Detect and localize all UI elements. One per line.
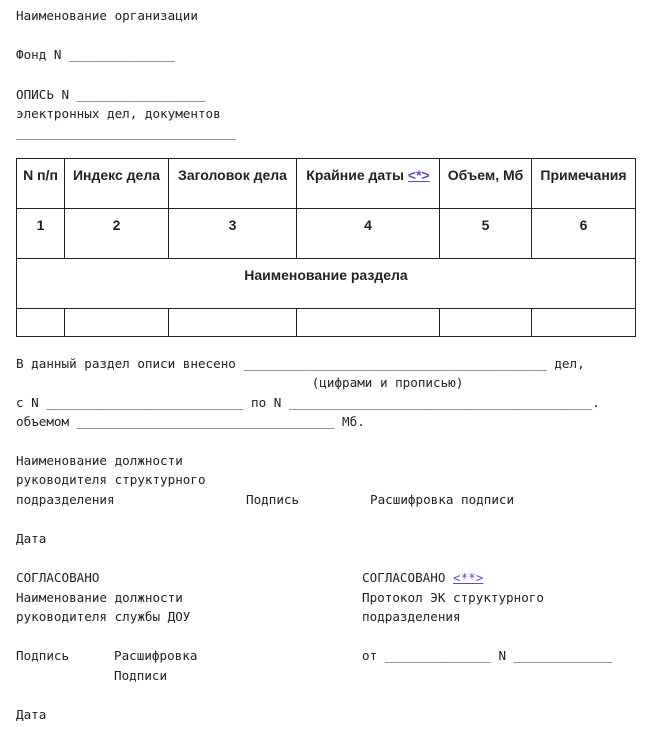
section-title: Наименование раздела: [17, 259, 636, 309]
empty-cell: [65, 309, 169, 337]
col-header-number: N п/п: [17, 159, 65, 209]
col-header-dates: [297, 159, 440, 209]
empty-cell: [169, 309, 297, 337]
opis-line: ОПИСЬ N _________________: [16, 87, 206, 102]
empty-cell: [440, 309, 532, 337]
approval-right-title: СОГЛАСОВАНО: [362, 570, 446, 585]
opis-subtitle: электронных дел, документов: [16, 106, 221, 121]
summary-line-3: с N __________________________ по N ________________________________________.: [16, 395, 600, 410]
signature-label: Подпись: [246, 492, 300, 507]
summary-line-2: (цифрами и прописью): [16, 375, 464, 390]
column-number: 2: [65, 209, 169, 259]
column-number: 1: [17, 209, 65, 259]
approval-left-decode: Расшифровка: [114, 648, 198, 663]
approval-left-decode-2: Подписи: [114, 668, 168, 683]
approval-right-line-2: подразделения: [362, 609, 461, 624]
approval-left-title: СОГЛАСОВАНО: [16, 570, 100, 585]
summary-line-4: объемом __________________________________ Мб.: [16, 414, 365, 429]
col-header-volume: Объем, Мб: [440, 159, 532, 209]
fond-line: Фонд N ______________: [16, 47, 176, 62]
inventory-table: [16, 158, 636, 337]
signature-decode-label: Расшифровка подписи: [370, 492, 515, 507]
col-header-index: Индекс дела: [65, 159, 169, 209]
position-line-2: руководителя структурного: [16, 472, 206, 487]
opis-rule: _____________________________: [16, 125, 236, 140]
col-header-title: Заголовок дела: [169, 159, 297, 209]
col-header-dates-label: Крайние даты: [306, 167, 404, 183]
approval-left-signature: Подпись: [16, 648, 70, 663]
table-header-row: [17, 159, 636, 209]
column-number: 6: [532, 209, 636, 259]
approval-footnote-link[interactable]: <**>: [453, 570, 484, 585]
column-number-row: [17, 209, 636, 259]
summary-line-1: В данный раздел описи внесено ________________________________________ дел,: [16, 356, 585, 371]
empty-cell: [297, 309, 440, 337]
date-footnote-link[interactable]: <*>: [407, 167, 430, 183]
position-line-3: подразделения: [16, 492, 115, 507]
org-name: Наименование организации: [16, 8, 198, 23]
approval-left-line-1: Наименование должности: [16, 590, 183, 605]
column-number: 5: [440, 209, 532, 259]
empty-cell: [532, 309, 636, 337]
column-number: 3: [169, 209, 297, 259]
empty-row: [17, 309, 636, 337]
position-line-1: Наименование должности: [16, 453, 183, 468]
approval-right-line-1: Протокол ЭК структурного: [362, 590, 544, 605]
col-header-notes: Примечания: [532, 159, 636, 209]
approval-left-line-2: руководителя службы ДОУ: [16, 609, 191, 624]
approval-left-date: Дата: [16, 707, 47, 722]
date-label: Дата: [16, 531, 47, 546]
approval-right-protocol: от ______________ N _____________: [362, 648, 613, 663]
approval-right-title-row: [362, 568, 483, 588]
column-number: 4: [297, 209, 440, 259]
empty-cell: [17, 309, 65, 337]
section-row: [17, 259, 636, 309]
